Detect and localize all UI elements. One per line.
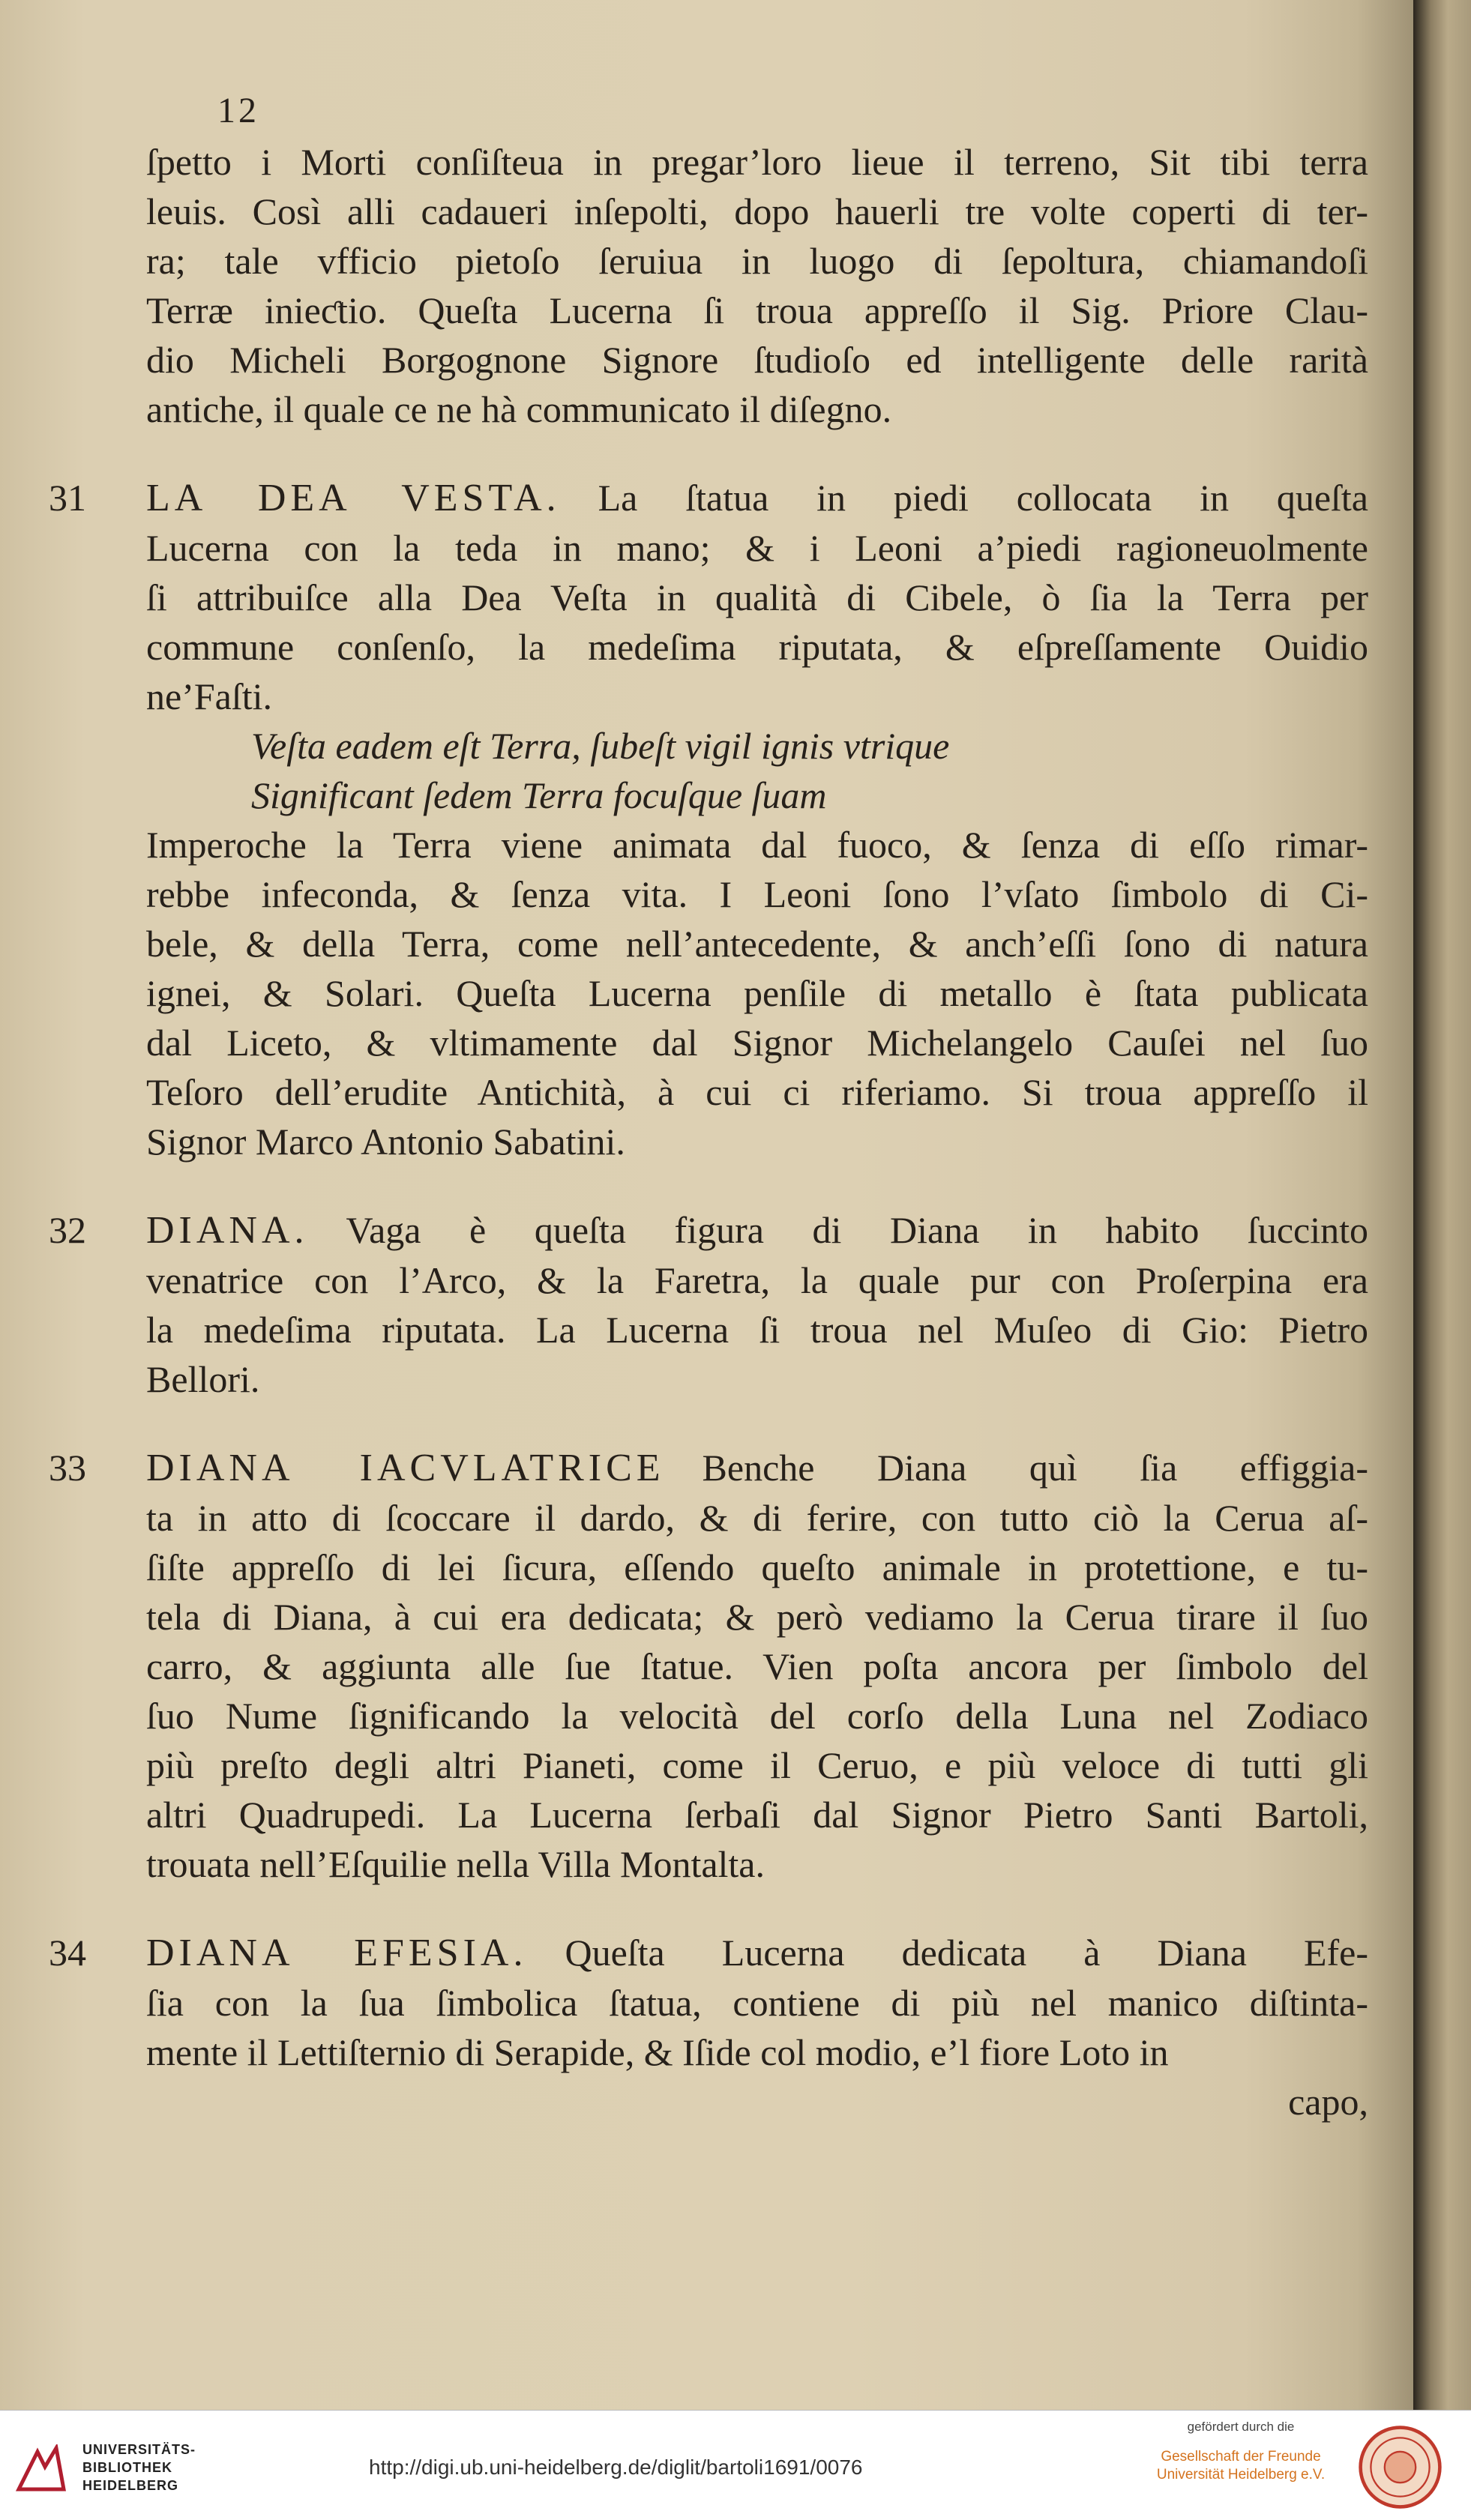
line-text: ſiſte appreſſo di lei ſicura, eſſendo queſto animale in protettione, e tu- [146, 1546, 1368, 1588]
entry-title: LA DEA VESTA. [146, 477, 561, 519]
line-text: Lucerna con la teda in mano; & i Leoni a’piedi ragioneuolmente [146, 527, 1368, 569]
entry-number: 34 [49, 1932, 86, 1974]
text-line [49, 473, 1368, 523]
line-text: altri Quadrupedi. La Lucerna ſerbaſi dal Signor Pietro Santi Bartoli, [146, 1794, 1368, 1836]
verse-line: Significant ſedem Terra focuſque ſuam [251, 774, 827, 816]
page-number: 12 [217, 91, 259, 130]
university-library-logo-icon [15, 2444, 67, 2497]
institution-name: UNIVERSITÄTS- BIBLIOTHEK HEIDELBERG [82, 2442, 196, 2493]
text-line [146, 1543, 1368, 1592]
intro-paragraph [146, 137, 1368, 434]
page-text [49, 90, 1368, 2126]
text-line: ſpetto i Morti conſiſteua in pregar’loro lieue il terreno, Sit tibi terra [146, 141, 1368, 183]
text-line [146, 1256, 1368, 1305]
verse-line: Veſta eadem eſt Terra, ſubeſt vigil ignis vtrique [251, 725, 950, 767]
line-text: più preſto degli altri Pianeti, come il Ceruo, e più veloce di tutti gli [146, 1744, 1368, 1786]
entry-number: 31 [49, 477, 86, 519]
text-line [146, 1740, 1368, 1790]
line-text: Bellori. [146, 1358, 260, 1400]
text-line: dio Micheli Borgognone Signore ſtudioſo ed intelligente delle rarità [146, 339, 1368, 381]
text-line: Teſoro dell’erudite Antichità, à cui ci riferiamo. Si troua appreſſo il [146, 1071, 1368, 1113]
text-line: ra; tale vfficio pietoſo ſeruiua in luogo di ſepoltura, chiamandoſi [146, 240, 1368, 282]
text-line [146, 672, 1368, 721]
line-text: Queſta Lucerna dedicata à Diana Efe- [565, 1932, 1368, 1974]
line-text: ſia con la ſua ſimbolica ſtatua, contiene di più nel manico diſtinta- [146, 1982, 1368, 2024]
text-line [146, 1592, 1368, 1642]
text-line [146, 2028, 1368, 2077]
text-line [49, 1928, 1368, 1978]
entry-number: 32 [49, 1209, 86, 1251]
text-line [146, 1691, 1368, 1740]
line-text: ta in atto di ſcoccare il dardo, & di ferire, con tutto ciò la Cerua aſ- [146, 1497, 1368, 1539]
text-line: Signor Marco Antonio Sabatini. [146, 1121, 625, 1163]
text-line: Terræ inieƈtio. Queſta Lucerna ſi troua appreſſo il Sig. Priore Clau- [146, 289, 1368, 331]
text-line [146, 1790, 1368, 1839]
text-line [146, 1305, 1368, 1354]
entry-title: DIANA EFESIA. [146, 1932, 528, 1974]
line-text: Benche Diana quì ſia effiggia- [702, 1447, 1368, 1489]
line-text: commune conſenſo, la medeſima riputata, & eſpreſſamente Ouidio [146, 626, 1368, 668]
line-text: tela di Diana, à cui era dedicata; & però vediamo la Cerua tirare il ſuo [146, 1596, 1368, 1638]
text-line: ignei, & Solari. Queſta Lucerna penſile di metallo è ſtata publicata [146, 972, 1368, 1014]
entry-34 [49, 1928, 1368, 2077]
entry-title: DIANA IACVLATRICE [146, 1447, 665, 1489]
entry-33 [49, 1443, 1368, 1889]
line-text: ne’Faſti. [146, 675, 273, 717]
text-line [146, 1642, 1368, 1691]
text-line: rebbe infeconda, & ſenza vita. I Leoni ſono l’vſato ſimbolo di Ci- [146, 873, 1368, 915]
line-text: Vaga è queſta figura di Diana in habito ſuccinto [346, 1209, 1368, 1251]
line-text: ſi attribuiſce alla Dea Veſta in qualità di Cibele, ò ſia la Terra per [146, 576, 1368, 618]
text-line [146, 523, 1368, 573]
line-text: venatrice con l’Arco, & la Faretra, la quale pur con Proſerpina era [146, 1259, 1368, 1301]
text-line: bele, & della Terra, come nell’antecedente, & anch’eſſi ſono di natura [146, 923, 1368, 965]
footer-bar [0, 2410, 1471, 2520]
text-line [146, 573, 1368, 622]
line-text: trouata nell’Eſquilie nella Villa Montalta. [146, 1843, 765, 1885]
text-line: Imperoche la Terra viene animata dal fuoco, & ſenza di eſſo rimar- [146, 824, 1368, 866]
permalink-url[interactable]: http://digi.ub.uni-heidelberg.de/diglit/bartoli1691/0076 [369, 2456, 863, 2479]
line-text: la medeſima riputata. La Lucerna ſi troua nel Muſeo di Gio: Pietro [146, 1309, 1368, 1351]
entries-list [49, 473, 1368, 2077]
text-line: antiche, il quale ce ne hà communicato il diſegno. [146, 388, 892, 430]
text-line [146, 1839, 1368, 1889]
text-line: leuis. Così alli cadaueri inſepolti, dopo hauerli tre volte coperti di ter- [146, 190, 1368, 232]
text-line [49, 1443, 1368, 1493]
text-line [49, 1205, 1368, 1256]
book-spine [1413, 0, 1471, 2410]
line-text: mente il Lettiſternio di Serapide, & Iſide col modio, e’l fiore Loto in [146, 2031, 1169, 2073]
text-line [146, 622, 1368, 672]
entry-31 [49, 473, 1368, 1166]
text-line [146, 1978, 1368, 2028]
text-line [146, 1493, 1368, 1543]
sponsor-block: gefördert durch die Gesellschaft der Freunde Universität Heidelberg e.V. [1156, 2420, 1326, 2483]
line-text: La ſtatua in piedi collocata in queſta [598, 477, 1368, 519]
text-line: dal Liceto, & vltimamente dal Signor Michelangelo Cauſei nel ſuo [146, 1022, 1368, 1064]
university-seal-icon [1357, 2424, 1443, 2510]
line-text: ſuo Nume ſignificando la velocità del corſo della Luna nel Zodiaco [146, 1695, 1368, 1737]
entry-32 [49, 1205, 1368, 1404]
entry-title: DIANA. [146, 1209, 309, 1252]
catchword: capo, [1288, 2081, 1368, 2123]
entry-number: 33 [49, 1447, 86, 1489]
line-text: carro, & aggiunta alle ſue ſtatue. Vien poſta ancora per ſimbolo del [146, 1645, 1368, 1687]
text-line [146, 1354, 1368, 1404]
